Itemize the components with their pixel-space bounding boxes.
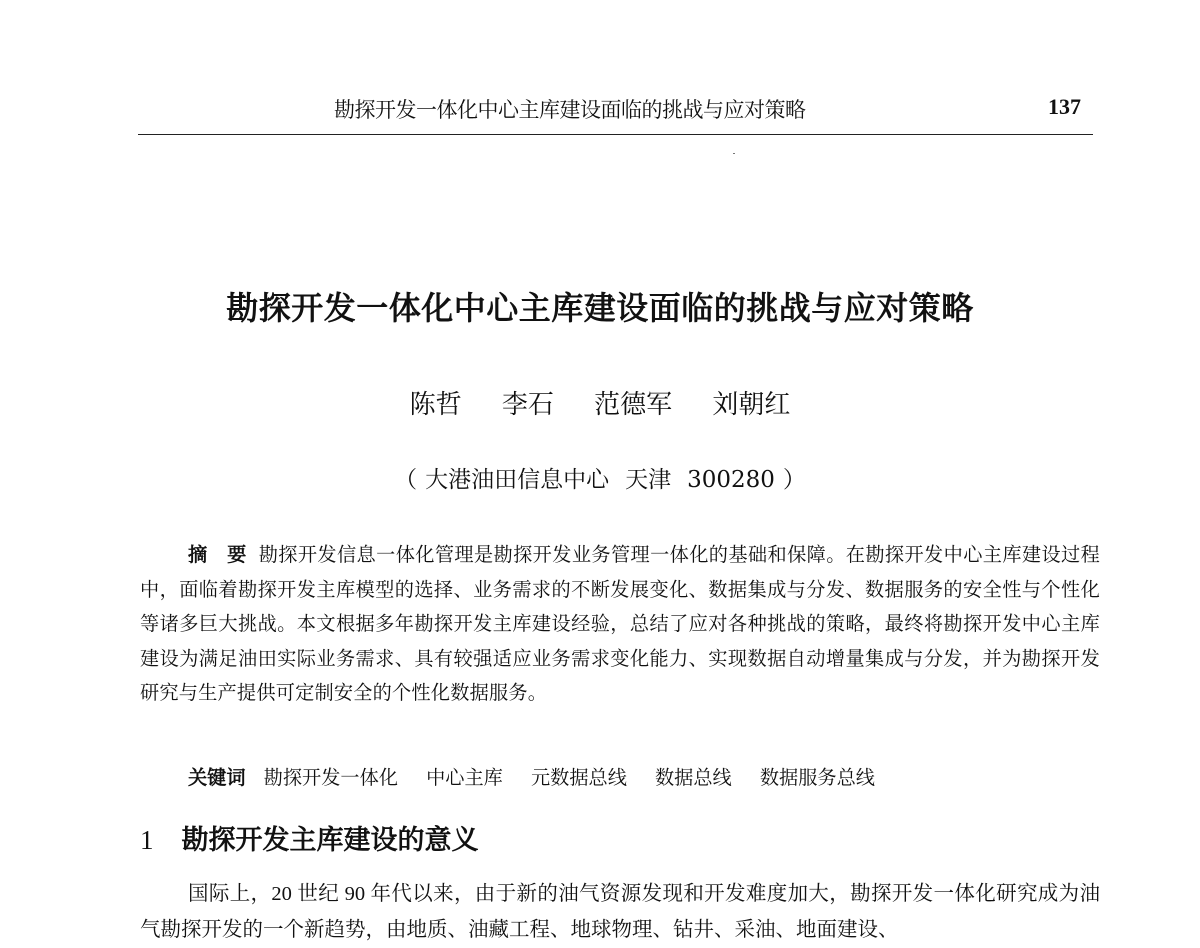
keyword: 元数据总线 — [530, 766, 627, 789]
keywords-label: 关键词 — [188, 766, 246, 789]
affiliation-open-paren: （ — [394, 467, 418, 493]
section-number: 1 — [140, 825, 154, 855]
author-list — [0, 384, 1200, 421]
keyword: 数据服务总线 — [759, 766, 875, 789]
abstract — [140, 538, 1100, 711]
running-title: 勘探开发一体化中心主库建设面临的挑战与应对策略 — [334, 98, 806, 122]
abstract-label: 摘 要 — [188, 543, 247, 566]
paper-title: 勘探开发一体化中心主库建设面临的挑战与应对策略 — [226, 289, 974, 327]
affiliation-postcode: 300280 — [687, 467, 775, 493]
keyword: 勘探开发一体化 — [263, 766, 398, 789]
running-header — [138, 92, 1093, 135]
abstract-text: 勘探开发信息一体化管理是勘探开发业务管理一体化的基础和保障。在勘探开发中心主库建设过程中，面临着勘探开发主库模型的选择、业务需求的不断发展变化、数据集成与分发、数据服务的安全性与个性化等诸多巨大挑战。本文根据多年勘探开发主库建设经验，总结了应对各种挑战的策略，最终将勘探开发中心主库建设为满足油田实际业务需求、具有较强适应业务需求变化能力、实现数据自动增量集成与分发，并为勘探开发研究与生产提供可定制安全的个性化数据服务。 — [140, 543, 1100, 704]
affiliation — [0, 461, 1200, 494]
body-paragraph: 国际上，20 世纪 90 年代以来，由于新的油气资源发现和开发难度加大，勘探开发一体化研究成为油气勘探开发的一个新趋势，由地质、油藏工程、地球物理、钻井、采油、地面建设、 — [140, 883, 1100, 941]
affiliation-organization: 大港油田信息中心 — [425, 467, 610, 493]
affiliation-close-paren: ） — [782, 467, 806, 493]
author-name: 刘朝红 — [712, 390, 791, 420]
author-name: 范德军 — [594, 390, 673, 420]
section-heading — [140, 818, 479, 857]
section-title: 勘探开发主库建设的意义 — [181, 825, 479, 856]
affiliation-city: 天津 — [625, 467, 672, 493]
keywords — [188, 763, 1098, 790]
author-name: 李石 — [501, 390, 554, 420]
author-name: 陈哲 — [409, 390, 462, 420]
page-number: 137 — [1048, 94, 1081, 119]
keyword: 中心主库 — [426, 766, 503, 789]
scan-speck — [733, 153, 735, 154]
keyword: 数据总线 — [655, 766, 732, 789]
